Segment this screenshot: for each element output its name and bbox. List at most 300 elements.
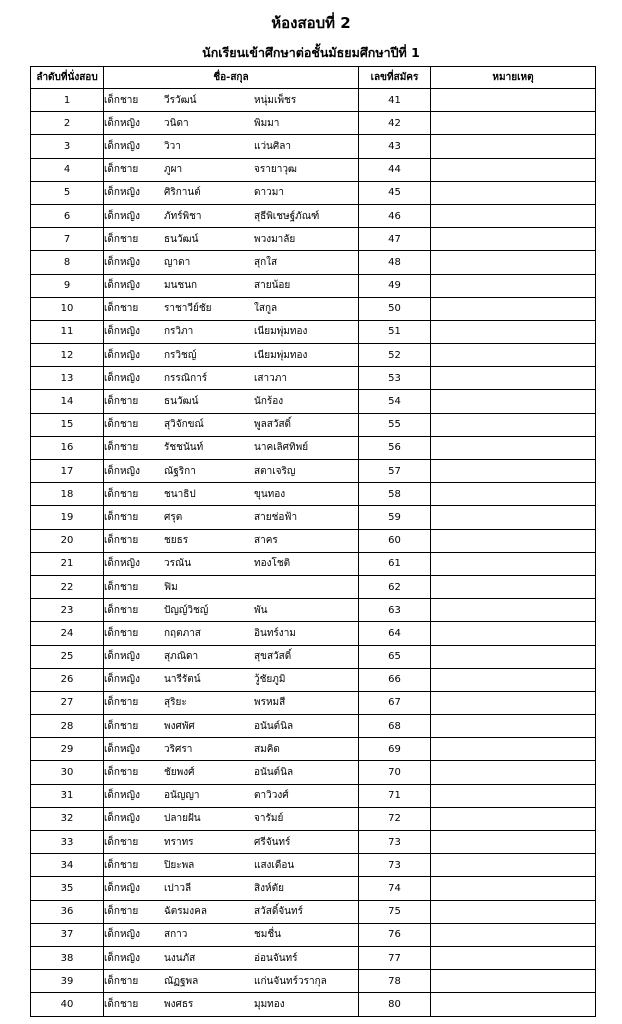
student-name (104, 900, 359, 923)
last-name: ตาวิวงศ์ (254, 790, 289, 802)
student-name (104, 784, 359, 807)
first-name: ฉัตรมงคล (164, 906, 207, 918)
name-title: เด็กชาย (104, 998, 139, 1010)
application-number: 49 (359, 274, 431, 297)
application-number: 48 (359, 251, 431, 274)
first-name: รัชชนันท์ (164, 442, 204, 454)
application-number: 51 (359, 320, 431, 343)
seat-number: 29 (31, 738, 104, 761)
student-name (104, 877, 359, 900)
student-name (104, 854, 359, 877)
student-name (104, 668, 359, 691)
last-name: สวัสดิ์จันทร์ (254, 906, 303, 918)
name-title: เด็กชาย (104, 442, 139, 454)
name-title: เด็กชาย (104, 488, 139, 500)
student-name (104, 622, 359, 645)
seat-number: 4 (31, 158, 104, 181)
note-cell (431, 274, 596, 297)
first-name: ทราทร (164, 836, 194, 848)
first-name: ฟิม (164, 581, 178, 593)
note-cell (431, 807, 596, 830)
note-cell (431, 900, 596, 923)
note-cell (431, 877, 596, 900)
name-title: เด็กชาย (104, 535, 139, 547)
name-title: เด็กหญิง (104, 882, 140, 894)
student-name (104, 460, 359, 483)
first-name: มนชนก (164, 280, 198, 292)
application-number: 76 (359, 923, 431, 946)
last-name: สาคร (254, 535, 278, 547)
application-number: 65 (359, 645, 431, 668)
name-title: เด็กชาย (104, 627, 139, 639)
first-name: สุริยะ (164, 697, 187, 709)
application-number: 58 (359, 483, 431, 506)
name-title: เด็กหญิง (104, 117, 140, 129)
first-name: ชนาธิป (164, 488, 196, 500)
name-title: เด็กหญิง (104, 372, 140, 384)
note-cell (431, 831, 596, 854)
seat-number: 9 (31, 274, 104, 297)
note-cell (431, 738, 596, 761)
table-row (31, 575, 596, 598)
student-name (104, 738, 359, 761)
first-name: สกาว (164, 929, 188, 941)
application-number: 71 (359, 784, 431, 807)
first-name: ชยธร (164, 535, 189, 547)
first-name: ภูผา (164, 164, 183, 176)
table-row (31, 715, 596, 738)
application-number: 59 (359, 506, 431, 529)
first-name: กรรณิการ์ (164, 372, 208, 384)
name-title: เด็กชาย (104, 720, 139, 732)
first-name: ณัฏฐพล (164, 975, 199, 987)
name-title: เด็กหญิง (104, 256, 140, 268)
last-name: ศรีจันทร์ (254, 836, 291, 848)
application-number: 80 (359, 993, 431, 1016)
table-row (31, 274, 596, 297)
last-name: สุขสวัสดิ์ (254, 651, 292, 663)
student-name (104, 529, 359, 552)
student-name (104, 506, 359, 529)
table-row (31, 112, 596, 135)
last-name: แสงเดือน (254, 859, 295, 871)
name-title: เด็กหญิง (104, 140, 140, 152)
application-number: 77 (359, 946, 431, 969)
note-cell (431, 784, 596, 807)
table-row (31, 181, 596, 204)
seat-number: 16 (31, 436, 104, 459)
first-name: วริศรา (164, 743, 193, 755)
note-cell (431, 204, 596, 227)
first-name: สุภณิดา (164, 651, 199, 663)
note-cell (431, 158, 596, 181)
table-row (31, 251, 596, 274)
last-name: แว่นศิลา (254, 140, 291, 152)
student-name (104, 436, 359, 459)
name-title: เด็กชาย (104, 581, 139, 593)
name-title: เด็กชาย (104, 975, 139, 987)
student-name (104, 112, 359, 135)
note-cell (431, 622, 596, 645)
note-cell (431, 413, 596, 436)
note-cell (431, 599, 596, 622)
note-cell (431, 970, 596, 993)
application-number: 54 (359, 390, 431, 413)
note-cell (431, 89, 596, 112)
note-cell (431, 320, 596, 343)
application-number: 78 (359, 970, 431, 993)
last-name: วู้ชัยภูมิ (254, 674, 286, 686)
student-name (104, 807, 359, 830)
application-number: 61 (359, 552, 431, 575)
seat-number: 33 (31, 831, 104, 854)
application-number: 70 (359, 761, 431, 784)
first-name: พงศพัศ (164, 720, 195, 732)
student-name (104, 715, 359, 738)
name-title: เด็กชาย (104, 604, 139, 616)
note-cell (431, 645, 596, 668)
note-cell (431, 135, 596, 158)
last-name: มุมทอง (254, 998, 285, 1010)
seat-number: 5 (31, 181, 104, 204)
student-name (104, 320, 359, 343)
last-name: เสาวภา (254, 372, 287, 384)
last-name: สายน้อย (254, 280, 291, 292)
student-name (104, 228, 359, 251)
name-title: เด็กชาย (104, 859, 139, 871)
application-number: 45 (359, 181, 431, 204)
first-name: กรวิชญ์ (164, 349, 197, 361)
student-name (104, 413, 359, 436)
last-name: เนียมพุ่มทอง (254, 326, 308, 338)
note-cell (431, 946, 596, 969)
name-title: เด็กหญิง (104, 929, 140, 941)
application-number: 55 (359, 413, 431, 436)
note-cell (431, 691, 596, 714)
application-number: 46 (359, 204, 431, 227)
seat-number: 2 (31, 112, 104, 135)
application-number: 74 (359, 877, 431, 900)
name-title: เด็กหญิง (104, 743, 140, 755)
application-number: 42 (359, 112, 431, 135)
application-number: 62 (359, 575, 431, 598)
note-cell (431, 854, 596, 877)
name-title: เด็กหญิง (104, 187, 140, 199)
note-cell (431, 715, 596, 738)
table-row (31, 483, 596, 506)
table-row (31, 946, 596, 969)
student-name (104, 204, 359, 227)
note-cell (431, 251, 596, 274)
header-note: หมายเหตุ (431, 67, 596, 89)
table-row (31, 923, 596, 946)
application-number: 75 (359, 900, 431, 923)
student-name (104, 297, 359, 320)
note-cell (431, 228, 596, 251)
last-name: แก่นจันทร์วรากุล (254, 975, 327, 987)
name-title: เด็กชาย (104, 94, 139, 106)
student-name (104, 251, 359, 274)
first-name: ปัญญ์วิชญ์ (164, 604, 209, 616)
seat-number: 18 (31, 483, 104, 506)
note-cell (431, 436, 596, 459)
last-name: นาคเลิศทิพย์ (254, 442, 309, 454)
seat-number: 15 (31, 413, 104, 436)
table-row (31, 668, 596, 691)
student-name (104, 993, 359, 1016)
name-title: เด็กหญิง (104, 326, 140, 338)
seat-number: 37 (31, 923, 104, 946)
seat-number: 35 (31, 877, 104, 900)
note-cell (431, 367, 596, 390)
note-cell (431, 112, 596, 135)
student-name (104, 761, 359, 784)
name-title: เด็กหญิง (104, 952, 140, 964)
first-name: กรวิภา (164, 326, 194, 338)
table-row (31, 993, 596, 1016)
application-number: 67 (359, 691, 431, 714)
first-name: กฤตภาส (164, 627, 201, 639)
table-row (31, 970, 596, 993)
header-seat: ลำดับที่นั่งสอบ (31, 67, 104, 89)
application-number: 43 (359, 135, 431, 158)
last-name: เนียมพุ่มทอง (254, 349, 308, 361)
last-name: อินทร์งาม (254, 627, 296, 639)
last-name: สายช่อฟ้า (254, 511, 298, 523)
first-name: วรณัน (164, 558, 192, 570)
name-title: เด็กหญิง (104, 210, 140, 222)
last-name: สิงห์ตัย (254, 882, 284, 894)
application-number: 60 (359, 529, 431, 552)
note-cell (431, 668, 596, 691)
student-name (104, 691, 359, 714)
roster-body (31, 89, 596, 1017)
table-row (31, 204, 596, 227)
table-row (31, 89, 596, 112)
student-name (104, 274, 359, 297)
first-name: ราชาวีย์ชัย (164, 303, 212, 315)
last-name: สตาเจริญ (254, 465, 296, 477)
table-row (31, 228, 596, 251)
name-title: เด็กหญิง (104, 674, 140, 686)
last-name: สุธีพิเชษฐ์ภัณฑ์ (254, 210, 320, 222)
first-name: วีรวัฒน์ (164, 94, 197, 106)
application-number: 47 (359, 228, 431, 251)
name-title: เด็กชาย (104, 396, 139, 408)
student-name (104, 483, 359, 506)
application-number: 69 (359, 738, 431, 761)
name-title: เด็กชาย (104, 767, 139, 779)
first-name: ญาดา (164, 256, 191, 268)
note-cell (431, 575, 596, 598)
first-name: วิวา (164, 140, 181, 152)
seat-number: 34 (31, 854, 104, 877)
last-name: พวงมาลัย (254, 233, 296, 245)
roster-table (30, 66, 596, 1017)
last-name: พิมมา (254, 117, 280, 129)
application-number: 68 (359, 715, 431, 738)
application-number: 56 (359, 436, 431, 459)
name-title: เด็กหญิง (104, 651, 140, 663)
first-name: ภัทร์พิชา (164, 210, 202, 222)
table-header-row (31, 67, 596, 89)
last-name: ขุนทอง (254, 488, 286, 500)
seat-number: 28 (31, 715, 104, 738)
seat-number: 40 (31, 993, 104, 1016)
seat-number: 21 (31, 552, 104, 575)
first-name: ศรุต (164, 511, 183, 523)
student-name (104, 135, 359, 158)
table-row (31, 552, 596, 575)
last-name: ใสกูล (254, 303, 278, 315)
seat-number: 12 (31, 344, 104, 367)
table-row (31, 784, 596, 807)
table-row (31, 367, 596, 390)
table-row (31, 807, 596, 830)
application-number: 44 (359, 158, 431, 181)
note-cell (431, 923, 596, 946)
note-cell (431, 483, 596, 506)
header-application-number: เลขที่สมัคร (359, 67, 431, 89)
seat-number: 32 (31, 807, 104, 830)
seat-number: 13 (31, 367, 104, 390)
table-row (31, 320, 596, 343)
table-row (31, 297, 596, 320)
note-cell (431, 460, 596, 483)
table-row (31, 436, 596, 459)
last-name: อนันต์นิล (254, 720, 294, 732)
seat-number: 6 (31, 204, 104, 227)
note-cell (431, 181, 596, 204)
last-name: ดาวมา (254, 187, 284, 199)
student-name (104, 390, 359, 413)
last-name: ชมชื่น (254, 929, 282, 941)
note-cell (431, 529, 596, 552)
last-name: อนันต์นิล (254, 767, 294, 779)
name-title: เด็กหญิง (104, 465, 140, 477)
student-name (104, 552, 359, 575)
table-row (31, 390, 596, 413)
name-title: เด็กชาย (104, 697, 139, 709)
first-name: ธนวัฒน์ (164, 233, 199, 245)
application-number: 63 (359, 599, 431, 622)
seat-number: 22 (31, 575, 104, 598)
student-name (104, 575, 359, 598)
table-row (31, 344, 596, 367)
student-name (104, 367, 359, 390)
seat-number: 3 (31, 135, 104, 158)
seat-number: 31 (31, 784, 104, 807)
table-row (31, 529, 596, 552)
student-name (104, 970, 359, 993)
note-cell (431, 552, 596, 575)
seat-number: 8 (31, 251, 104, 274)
seat-number: 39 (31, 970, 104, 993)
seat-number: 26 (31, 668, 104, 691)
table-row (31, 900, 596, 923)
note-cell (431, 761, 596, 784)
table-row (31, 854, 596, 877)
table-row (31, 599, 596, 622)
student-name (104, 923, 359, 946)
last-name: หนุ่มเพ็ชร (254, 94, 297, 106)
note-cell (431, 344, 596, 367)
first-name: สุวิจักขณ์ (164, 419, 204, 431)
application-number: 73 (359, 854, 431, 877)
first-name: ปิยะพล (164, 859, 195, 871)
application-number: 72 (359, 807, 431, 830)
seat-number: 11 (31, 320, 104, 343)
seat-number: 14 (31, 390, 104, 413)
name-title: เด็กหญิง (104, 280, 140, 292)
last-name: ทองโชติ (254, 558, 291, 570)
table-row (31, 761, 596, 784)
seat-number: 1 (31, 89, 104, 112)
note-cell (431, 297, 596, 320)
first-name: นงนภัส (164, 952, 196, 964)
first-name: ธนวัฒน์ (164, 396, 199, 408)
student-name (104, 344, 359, 367)
table-row (31, 158, 596, 181)
seat-number: 20 (31, 529, 104, 552)
page-title: ห้องสอบที่ 2 (271, 14, 351, 32)
first-name: ปลายฝัน (164, 813, 201, 825)
table-row (31, 413, 596, 436)
student-name (104, 181, 359, 204)
first-name: พงศธร (164, 998, 194, 1010)
seat-number: 27 (31, 691, 104, 714)
table-row (31, 135, 596, 158)
table-row (31, 622, 596, 645)
application-number: 73 (359, 831, 431, 854)
seat-number: 7 (31, 228, 104, 251)
application-number: 66 (359, 668, 431, 691)
student-name (104, 599, 359, 622)
name-title: เด็กหญิง (104, 813, 140, 825)
name-title: เด็กชาย (104, 419, 139, 431)
first-name: อนัญญา (164, 790, 200, 802)
table-row (31, 831, 596, 854)
application-number: 64 (359, 622, 431, 645)
first-name: ณัฐริกา (164, 465, 196, 477)
last-name: พรหมสี (254, 697, 286, 709)
application-number: 52 (359, 344, 431, 367)
name-title: เด็กชาย (104, 511, 139, 523)
page-subtitle: นักเรียนเข้าศึกษาต่อชั้นมัธยมศึกษาปีที่ 1 (202, 45, 420, 60)
header-name: ชื่อ-สกุล (104, 67, 359, 89)
last-name: สมคิด (254, 743, 280, 755)
seat-number: 17 (31, 460, 104, 483)
last-name: นักร้อง (254, 396, 284, 408)
student-name (104, 89, 359, 112)
last-name: พูลสวัสดิ์ (254, 419, 292, 431)
seat-number: 30 (31, 761, 104, 784)
table-row (31, 506, 596, 529)
seat-number: 36 (31, 900, 104, 923)
seat-number: 10 (31, 297, 104, 320)
student-name (104, 946, 359, 969)
name-title: เด็กหญิง (104, 790, 140, 802)
table-row (31, 738, 596, 761)
seat-number: 19 (31, 506, 104, 529)
application-number: 41 (359, 89, 431, 112)
table-row (31, 645, 596, 668)
note-cell (431, 506, 596, 529)
name-title: เด็กชาย (104, 906, 139, 918)
last-name: อ่อนจันทร์ (254, 952, 298, 964)
first-name: ชัยพงศ์ (164, 767, 195, 779)
last-name: พัน (254, 604, 268, 616)
